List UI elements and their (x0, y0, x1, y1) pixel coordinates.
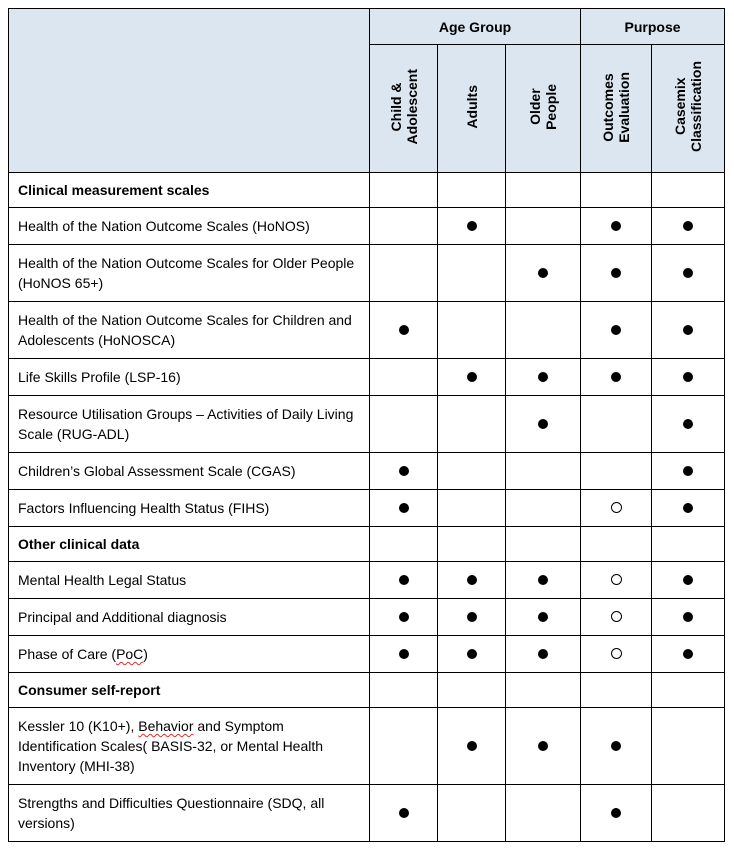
measure-text: Health of the Nation Outcome Scales (HoNOS) (18, 218, 310, 234)
filled-dot-icon (467, 575, 477, 585)
mark-cell (438, 562, 506, 599)
filled-dot-icon (611, 325, 621, 335)
mark-cell (652, 599, 725, 636)
filled-dot-icon (399, 503, 409, 513)
mark-cell (370, 245, 438, 302)
table-row (9, 302, 725, 359)
measure-text: ) (143, 646, 148, 662)
mark-cell (438, 245, 506, 302)
measures-table (8, 8, 725, 842)
mark-cell (438, 673, 506, 708)
column-header-label: Child & Adolescent (387, 69, 420, 145)
mark-cell (370, 302, 438, 359)
filled-dot-icon (683, 325, 693, 335)
mark-cell (581, 785, 652, 842)
mark-cell (652, 173, 725, 208)
mark-cell (506, 599, 581, 636)
filled-dot-icon (467, 221, 477, 231)
filled-dot-icon (683, 419, 693, 429)
section-label: Consumer self-report (9, 673, 370, 708)
mark-cell (506, 302, 581, 359)
column-header-4 (652, 45, 725, 173)
mark-cell (438, 173, 506, 208)
measure-text: Phase of Care ( (18, 646, 117, 662)
measure-text: Life Skills Profile (LSP-16) (18, 369, 181, 385)
filled-dot-icon (683, 466, 693, 476)
filled-dot-icon (538, 741, 548, 751)
spellcheck-text: Behavior (138, 718, 194, 734)
mark-cell (652, 708, 725, 785)
mark-cell (506, 708, 581, 785)
table-row (9, 599, 725, 636)
mark-cell (438, 599, 506, 636)
column-header-2 (506, 45, 581, 173)
mark-cell (506, 490, 581, 527)
filled-dot-icon (683, 649, 693, 659)
filled-dot-icon (538, 612, 548, 622)
measure-text: Health of the Nation Outcome Scales for Children and Adolescents (HoNOSCA) (18, 312, 352, 348)
filled-dot-icon (399, 612, 409, 622)
measure-label (9, 208, 370, 245)
mark-cell (506, 562, 581, 599)
filled-dot-icon (683, 372, 693, 382)
measure-text: Children’s Global Assessment Scale (CGAS) (18, 463, 296, 479)
mark-cell (652, 527, 725, 562)
filled-dot-icon (399, 808, 409, 818)
mark-cell (370, 636, 438, 673)
mark-cell (370, 673, 438, 708)
mark-cell (581, 562, 652, 599)
mark-cell (581, 173, 652, 208)
filled-dot-icon (611, 372, 621, 382)
section-row (9, 673, 725, 708)
measure-label (9, 785, 370, 842)
mark-cell (581, 636, 652, 673)
filled-dot-icon (467, 372, 477, 382)
filled-dot-icon (399, 466, 409, 476)
mark-cell (581, 208, 652, 245)
table-row (9, 208, 725, 245)
open-circle-icon (611, 611, 622, 622)
mark-cell (581, 245, 652, 302)
mark-cell (581, 708, 652, 785)
mark-cell (652, 453, 725, 490)
mark-cell (581, 359, 652, 396)
header-group-0: Age Group (370, 9, 581, 45)
filled-dot-icon (467, 741, 477, 751)
measure-label (9, 636, 370, 673)
open-circle-icon (611, 648, 622, 659)
mark-cell (652, 208, 725, 245)
mark-cell (438, 359, 506, 396)
header-group-row (9, 9, 725, 45)
mark-cell (506, 673, 581, 708)
filled-dot-icon (538, 268, 548, 278)
filled-dot-icon (538, 575, 548, 585)
mark-cell (581, 599, 652, 636)
filled-dot-icon (467, 649, 477, 659)
table-row (9, 245, 725, 302)
measure-text: and Symptom Identification Scales( BASIS-32, or Mental Health Inventory (MHI-38) (18, 718, 324, 774)
measure-label (9, 708, 370, 785)
mark-cell (370, 173, 438, 208)
mark-cell (581, 396, 652, 453)
filled-dot-icon (467, 612, 477, 622)
mark-cell (438, 208, 506, 245)
mark-cell (506, 245, 581, 302)
measure-label (9, 302, 370, 359)
section-label: Clinical measurement scales (9, 173, 370, 208)
measure-text: Strengths and Difficulties Questionnaire (SDQ, all versions) (18, 795, 325, 831)
mark-cell (370, 453, 438, 490)
column-header-label: Adults (463, 85, 480, 129)
mark-cell (652, 245, 725, 302)
filled-dot-icon (611, 268, 621, 278)
filled-dot-icon (683, 221, 693, 231)
filled-dot-icon (683, 612, 693, 622)
mark-cell (506, 636, 581, 673)
open-circle-icon (611, 502, 622, 513)
mark-cell (652, 302, 725, 359)
measure-text: Mental Health Legal Status (18, 572, 187, 588)
mark-cell (581, 490, 652, 527)
mark-cell (370, 785, 438, 842)
filled-dot-icon (538, 419, 548, 429)
section-row (9, 527, 725, 562)
mark-cell (652, 636, 725, 673)
mark-cell (438, 302, 506, 359)
measure-label (9, 599, 370, 636)
section-label: Other clinical data (9, 527, 370, 562)
filled-dot-icon (683, 503, 693, 513)
mark-cell (370, 708, 438, 785)
mark-cell (438, 636, 506, 673)
table-row (9, 708, 725, 785)
mark-cell (438, 785, 506, 842)
mark-cell (506, 527, 581, 562)
mark-cell (438, 396, 506, 453)
mark-cell (652, 673, 725, 708)
table-row (9, 562, 725, 599)
mark-cell (370, 396, 438, 453)
column-header-3 (581, 45, 652, 173)
mark-cell (370, 527, 438, 562)
measure-text: Principal and Additional diagnosis (18, 609, 227, 625)
filled-dot-icon (683, 268, 693, 278)
filled-dot-icon (399, 575, 409, 585)
table-header (9, 9, 725, 173)
header-group-1: Purpose (581, 9, 725, 45)
table-row (9, 636, 725, 673)
mark-cell (506, 208, 581, 245)
column-header-label: Older People (527, 84, 560, 130)
section-row (9, 173, 725, 208)
table-row (9, 396, 725, 453)
mark-cell (506, 173, 581, 208)
table-row (9, 359, 725, 396)
measure-text: Health of the Nation Outcome Scales for Older People (HoNOS 65+) (18, 255, 355, 291)
measure-label (9, 245, 370, 302)
filled-dot-icon (611, 808, 621, 818)
mark-cell (506, 396, 581, 453)
measure-text: Resource Utilisation Groups – Activities of Daily Living Scale (RUG-ADL) (18, 406, 354, 442)
filled-dot-icon (538, 372, 548, 382)
measure-label (9, 396, 370, 453)
mark-cell (652, 785, 725, 842)
column-header-label: Casemix Classification (672, 61, 705, 153)
measure-label (9, 359, 370, 396)
mark-cell (652, 396, 725, 453)
mark-cell (438, 708, 506, 785)
mark-cell (370, 359, 438, 396)
filled-dot-icon (399, 649, 409, 659)
table-row (9, 490, 725, 527)
mark-cell (652, 359, 725, 396)
mark-cell (581, 527, 652, 562)
mark-cell (506, 359, 581, 396)
mark-cell (506, 453, 581, 490)
mark-cell (581, 302, 652, 359)
header-corner-cell (9, 9, 370, 173)
mark-cell (438, 527, 506, 562)
measure-label (9, 490, 370, 527)
filled-dot-icon (399, 325, 409, 335)
mark-cell (581, 673, 652, 708)
measure-text: Factors Influencing Health Status (FIHS) (18, 500, 270, 516)
filled-dot-icon (611, 221, 621, 231)
filled-dot-icon (683, 575, 693, 585)
filled-dot-icon (611, 741, 621, 751)
open-circle-icon (611, 574, 622, 585)
measure-text: Kessler 10 (K10+), (18, 718, 139, 734)
column-header-1 (438, 45, 506, 173)
mark-cell (370, 208, 438, 245)
mark-cell (370, 490, 438, 527)
filled-dot-icon (538, 649, 548, 659)
mark-cell (652, 490, 725, 527)
table-row (9, 453, 725, 490)
mark-cell (581, 453, 652, 490)
mark-cell (652, 562, 725, 599)
table-row (9, 785, 725, 842)
mark-cell (438, 490, 506, 527)
column-header-0 (370, 45, 438, 173)
measure-label (9, 562, 370, 599)
measure-label (9, 453, 370, 490)
mark-cell (506, 785, 581, 842)
spellcheck-text: PoC (116, 646, 144, 662)
mark-cell (370, 599, 438, 636)
table-body (9, 173, 725, 842)
column-header-label: Outcomes Evaluation (600, 71, 633, 143)
mark-cell (370, 562, 438, 599)
mark-cell (438, 453, 506, 490)
